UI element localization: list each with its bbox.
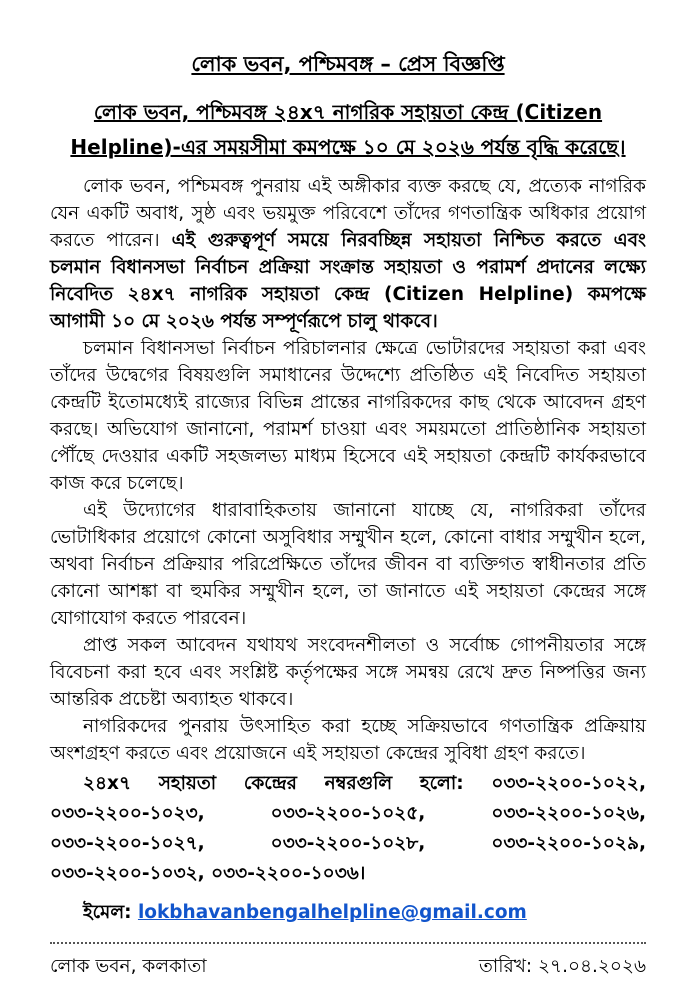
paragraph-5: নাগরিকদের পুনরায় উৎসাহিত করা হচ্ছে সক্রিয়ভাবে গণতান্ত্রিক প্রক্রিয়ায় অংশগ্রহণ করতে এবং প্রয়োজনে এই সহায়তা কেন্দ্রের সুবিধা গ্রহণ করতে।: [50, 716, 646, 765]
page-title-text: লোক ভবন, পশ্চিমবঙ্গ – প্রেস বিজ্ঞপ্তি: [191, 52, 505, 76]
paragraph-1: [50, 173, 646, 335]
paragraph-2: চলমান বিধানসভা নির্বাচন পরিচালনার ক্ষেত্রে ভোটারদের সহায়তা করা এবং তাঁদের উদ্বেগের বিষয়গুলি সমাধানের উদ্দেশ্যে প্রতিষ্ঠিত এই নিবেদিত সহায়তা কেন্দ্রটি ইতোমধ্যেই রাজ্যের বিভিন্ন প্রান্তের নাগরিকদের কাছ থেকে আবেদন গ্রহণ করছে। অভিযোগ জানানো, পরামর্শ চাওয়া এবং সময়মতো প্রাতিষ্ঠানিক সহায়তা পৌঁছে দেওয়ার একটি সহজলভ্য মাধ্যম হিসেবে এই সহায়তা কেন্দ্রটি কার্যকরভাবে কাজ করে চলেছে।: [50, 338, 646, 495]
page-title: [50, 50, 646, 79]
paragraph-4: প্রাপ্ত সকল আবেদন যথাযথ সংবেদনশীলতা ও সর্বোচ্চ গোপনীয়তার সঙ্গে বিবেচনা করা হবে এবং সংশ্লিষ্ট কর্তৃপক্ষের সঙ্গে সমন্বয় রেখে দ্রুত নিষ্পত্তির জন্য আন্তরিক প্রচেষ্টা অব্যাহত থাকবে।: [50, 635, 646, 711]
email-link[interactable]: lokbhavanbengalhelpline@gmail.com: [137, 902, 527, 924]
headline: [50, 95, 646, 165]
email-line: [50, 899, 646, 926]
headline-text: লোক ভবন, পশ্চিমবঙ্গ ২৪x৭ নাগরিক সহায়তা কেন্দ্র (Citizen Helpline)-এর সময়সীমা কমপক্ষে ১০ মে ২০২৬ পর্যন্ত বৃদ্ধি করেছে।: [70, 100, 626, 160]
dotted-separator: [50, 942, 646, 944]
paragraph-1-bold: এই গুরুত্বপূর্ণ সময়ে নিরবচ্ছিন্ন সহায়তা নিশ্চিত করতে এবং চলমান বিধানসভা নির্বাচন প্রক্রিয়া সংক্রান্ত সহায়তা ও পরামর্শ প্রদানের লক্ষ্যে নিবেদিত ২৪x৭ নাগরিক সহায়তা কেন্দ্র (Citizen Helpline) কমপক্ষে আগামী ১০ মে ২০২৬ পর্যন্ত সম্পূর্ণরূপে চালু থাকবে।: [50, 230, 646, 333]
footer: [50, 952, 646, 983]
email-label: ইমেল:: [83, 902, 138, 924]
paragraph-3: এই উদ্যোগের ধারাবাহিকতায় জানানো যাচ্ছে যে, নাগরিকরা তাঁদের ভোটাধিকার প্রয়োগে কোনো অসুবিধার সম্মুখীন হলে, কোনো বাধার সম্মুখীন হলে, অথবা নির্বাচন প্রক্রিয়ার পরিপ্রেক্ষিতে তাঁদের জীবন বা ব্যক্তিগত স্বাধীনতার প্রতি কোনো আশঙ্কা বা হুমকির সম্মুখীন হলে, তা জানাতে এই সহায়তা কেন্দ্রের সঙ্গে যোগাযোগ করতে পারবেন।: [50, 500, 646, 630]
paragraph-1-normal: লোক ভবন, পশ্চিমবঙ্গ পুনরায় এই অঙ্গীকার ব্যক্ত করছে যে, প্রত্যেক নাগরিক যেন একটি অবাধ, সুষ্ঠ এবং ভয়মুক্ত পরিবেশে তাঁদের গণতান্ত্রিক অধিকার প্রয়োগ করতে পারেন।: [50, 176, 646, 252]
helpline-numbers: ২৪x৭ সহায়তা কেন্দ্রের নম্বরগুলি হলো: ০৩৩-২২০০-১০২২, ০৩৩-২২০০-১০২৩, ০৩৩-২২০০-১০২৫, ০৩৩-২২০০-১০২৬, ০৩৩-২২০০-১০২৭, ০৩৩-২২০০-১০২৮, ০৩৩-২২০০-১০২৯, ০৩৩-২২০০-১০৩২, ০৩৩-২২০০-১০৩৬।: [50, 773, 646, 885]
footer-date: তারিখ: ২৭.০৪.২০২৬: [479, 956, 646, 978]
footer-location: লোক ভবন, কলকাতা: [50, 956, 207, 978]
